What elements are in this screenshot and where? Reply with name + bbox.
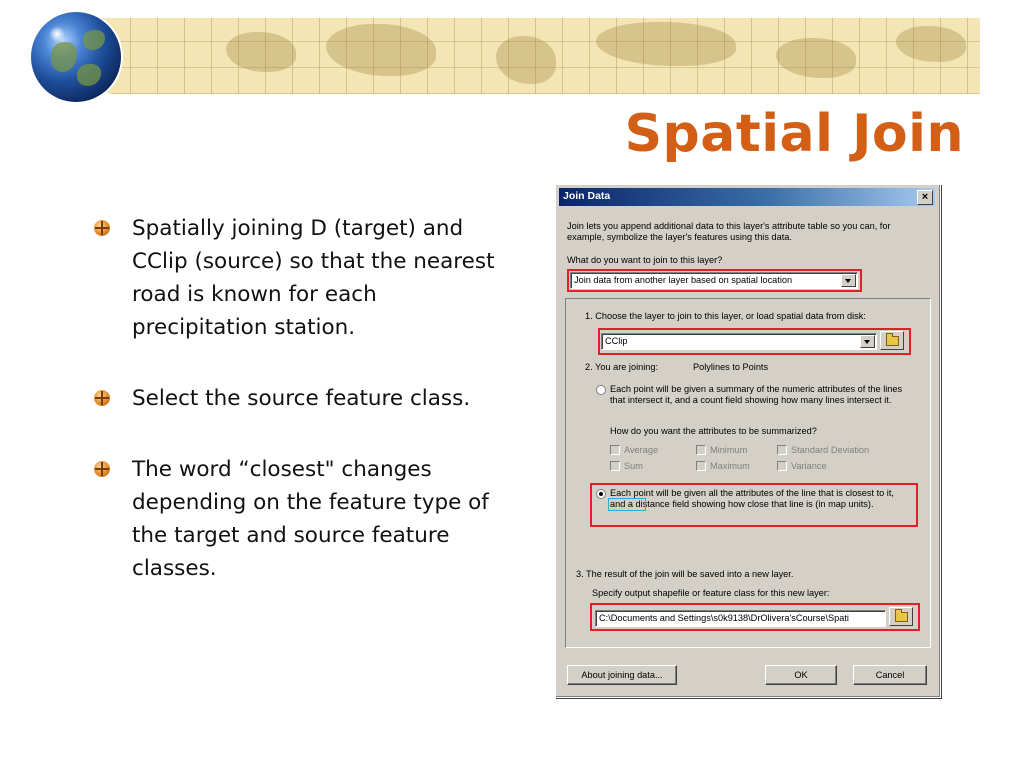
bullet-icon	[94, 390, 110, 406]
closest-option-text: Each point will be given all the attributes of the line that is closest to it, and a distance field showing how close that line is (in map units).	[610, 488, 894, 509]
slide-title: Spatial Join	[624, 104, 964, 164]
summary-option-radio[interactable]	[596, 385, 606, 395]
maximum-label: Maximum	[710, 461, 750, 471]
bullet-item	[94, 453, 514, 585]
bullet-list	[94, 212, 514, 623]
minimum-label: Minimum	[710, 445, 748, 455]
average-label: Average	[624, 445, 659, 455]
step2-label: 2. You are joining:	[585, 362, 659, 372]
maximum-checkbox[interactable]	[696, 461, 706, 471]
close-icon[interactable]: ×	[917, 190, 933, 205]
average-checkbox[interactable]	[610, 445, 620, 455]
bullet-icon	[94, 461, 110, 477]
annotation-box-join-type	[567, 269, 862, 292]
bullet-item	[94, 382, 514, 415]
annotation-box-closest	[590, 483, 918, 527]
globe-icon	[31, 12, 121, 102]
dialog-titlebar[interactable]	[559, 188, 935, 206]
about-joining-button[interactable]: About joining data...	[567, 665, 677, 685]
minimum-checkbox[interactable]	[696, 445, 706, 455]
output-path-value: C:\Documents and Settings\s0k9138\DrOlivera'sCourse\Spati	[599, 613, 849, 623]
variance-label: Variance	[791, 461, 827, 471]
summary-question-label: How do you want the attributes to be summarized?	[610, 426, 817, 436]
world-map-banner	[76, 18, 980, 94]
dialog-title: Join Data	[563, 190, 611, 202]
join-question-label: What do you want to join to this layer?	[567, 255, 723, 265]
step3-label: 3. The result of the join will be saved into a new layer.	[576, 569, 794, 579]
bullet-item	[94, 212, 514, 344]
annotation-box-layer	[598, 328, 911, 355]
standard-deviation-checkbox[interactable]	[777, 445, 787, 455]
standard-deviation-label: Standard Deviation	[791, 445, 870, 455]
bullet-text: Spatially joining D (target) and CClip (source) so that the nearest road is known for each precipitation station.	[132, 216, 495, 340]
cancel-button[interactable]: Cancel	[853, 665, 927, 685]
variance-checkbox[interactable]	[777, 461, 787, 471]
sum-checkbox[interactable]	[610, 461, 620, 471]
summary-option-text: Each point will be given a summary of the numeric attributes of the lines that intersect it, and a count field showing how many lines intersect it.	[610, 384, 903, 405]
bullet-icon	[94, 220, 110, 236]
annotation-box-output	[590, 603, 920, 631]
ok-button[interactable]: OK	[765, 665, 837, 685]
sum-label: Sum	[624, 461, 643, 471]
join-type-value: Join data from another layer based on spatial location	[574, 275, 793, 285]
join-data-dialog	[555, 184, 941, 698]
bullet-text: Select the source feature class.	[132, 386, 471, 411]
step1-label: 1. Choose the layer to join to this layer, or load spatial data from disk:	[585, 311, 866, 321]
joining-type-value: Polylines to Points	[693, 362, 769, 372]
output-label: Specify output shapefile or feature class for this new layer:	[592, 588, 830, 598]
spatial-join-options-panel	[565, 298, 931, 648]
dialog-intro-text: Join lets you append additional data to this layer's attribute table so you can, for example, symbolize the layer's features using this data.	[567, 221, 891, 242]
layer-value: CClip	[605, 336, 628, 346]
bullet-text: The word “closest" changes depending on the feature type of the target and source feature classes.	[132, 457, 489, 581]
